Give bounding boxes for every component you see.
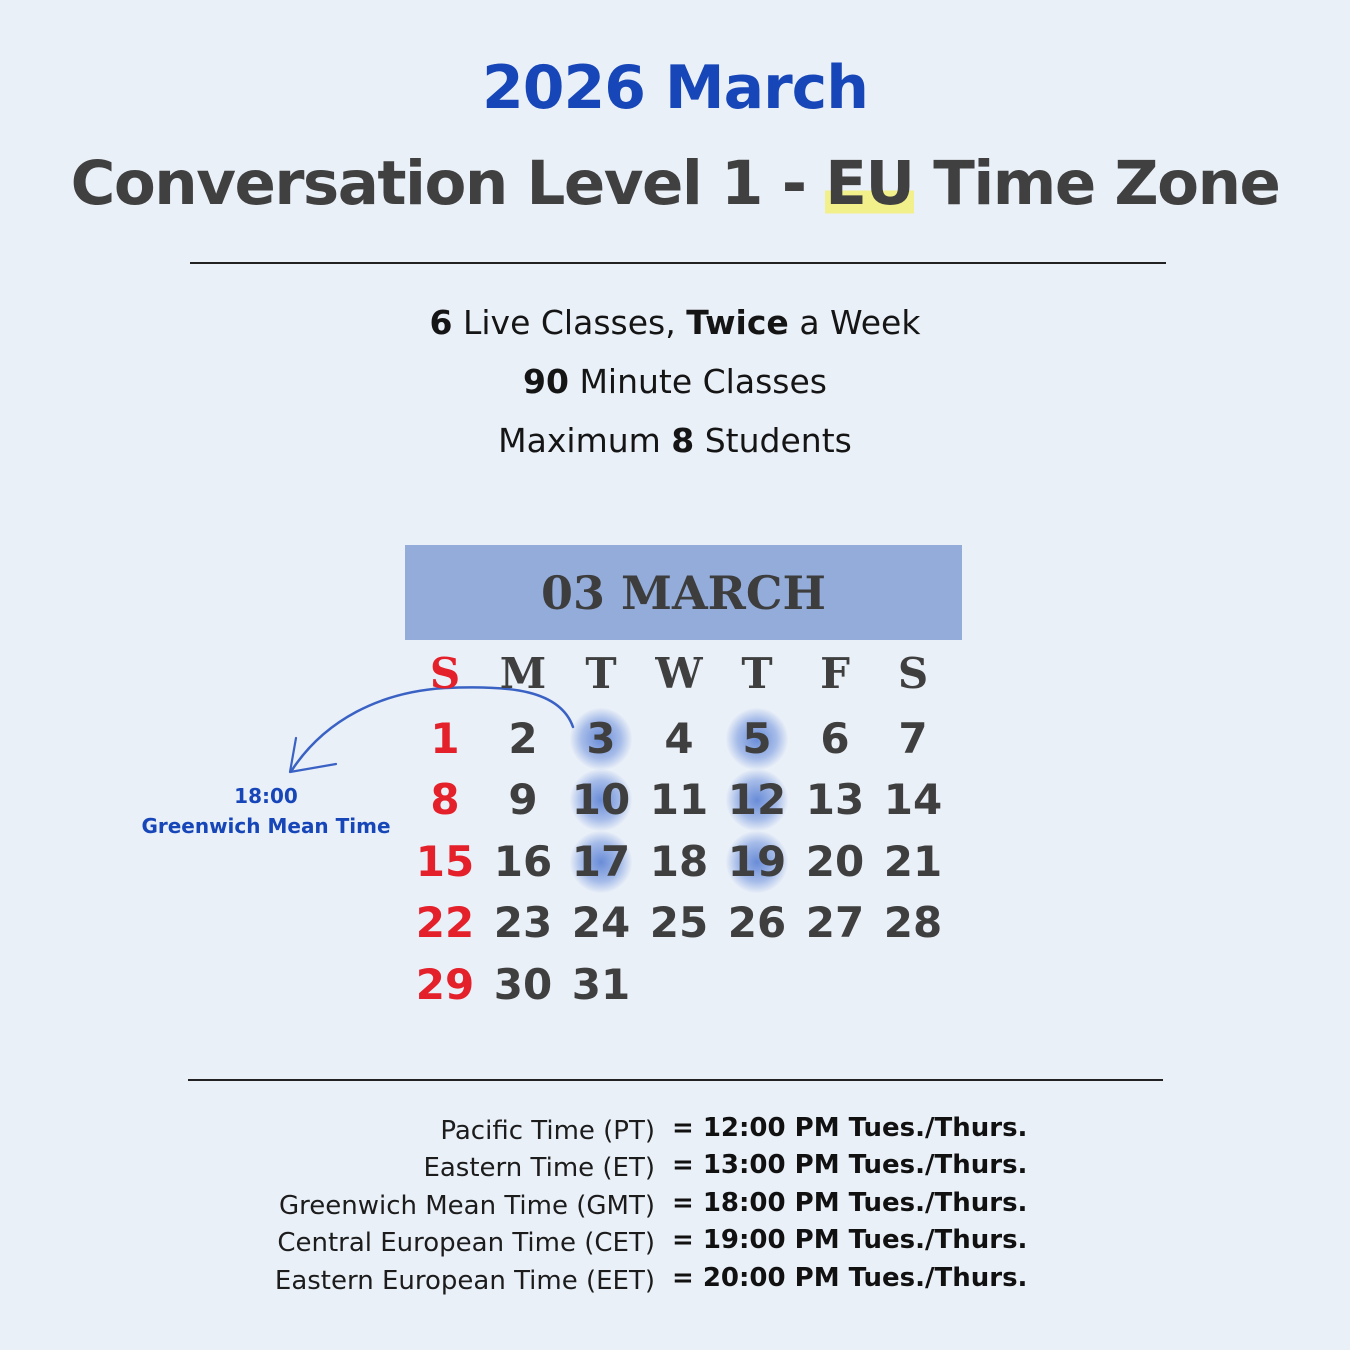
day-number: 21 (883, 837, 943, 886)
calendar-day (796, 836, 874, 888)
calendar-day (406, 959, 484, 1011)
title-suffix: Time Zone (913, 148, 1280, 219)
calendar-header: 03 MARCH (405, 545, 962, 640)
calendar-day-class (718, 713, 796, 765)
feature-student-count: 8 (671, 421, 695, 460)
calendar-day (484, 959, 562, 1011)
calendar-day (796, 897, 874, 949)
day-number: 7 (898, 714, 928, 763)
day-number: 3 (586, 714, 616, 763)
annotation-zone: Greenwich Mean Time (141, 814, 391, 838)
day-number: 29 (415, 960, 475, 1009)
day-number: 6 (820, 714, 850, 763)
day-number: 2 (508, 714, 538, 763)
day-number: 28 (883, 898, 943, 947)
day-number: 13 (805, 775, 865, 824)
day-number: 4 (664, 714, 694, 763)
title-highlight-eu: EU (825, 148, 914, 219)
day-number: 5 (742, 714, 772, 763)
calendar-day (406, 836, 484, 888)
feature-text: a Week (788, 303, 921, 342)
feature-text: Maximum (498, 421, 672, 460)
calendar-day-class (562, 774, 640, 826)
calendar-day-class (718, 836, 796, 888)
timezone-value: = 18:00 PM Tues./Thurs. (672, 1188, 1028, 1218)
day-number: 24 (571, 898, 631, 947)
feature-text: Minute Classes (568, 362, 827, 401)
day-number: 25 (649, 898, 709, 947)
day-number: 18 (649, 837, 709, 886)
timezone-value: = 12:00 PM Tues./Thurs. (672, 1113, 1028, 1143)
day-number: 1 (430, 714, 460, 763)
feature-minutes: 90 (523, 362, 569, 401)
day-number: 8 (430, 775, 460, 824)
calendar-day (484, 713, 562, 765)
calendar-day (718, 897, 796, 949)
day-number: 14 (883, 775, 943, 824)
calendar-day (406, 713, 484, 765)
timezone-label: Eastern European Time (EET) (274, 1266, 655, 1296)
weekday-header: S (897, 649, 929, 698)
day-number: 19 (727, 837, 787, 886)
annotation-time: 18:00 (234, 784, 298, 808)
calendar-day (640, 774, 718, 826)
day-number: 30 (493, 960, 553, 1009)
day-number: 16 (493, 837, 553, 886)
calendar-day (640, 713, 718, 765)
timezone-value: = 20:00 PM Tues./Thurs. (672, 1263, 1028, 1293)
calendar-day (796, 713, 874, 765)
day-number: 9 (508, 775, 538, 824)
weekday-header: W (655, 649, 703, 698)
day-number: 22 (415, 898, 475, 947)
title-year-month: 2026 March (482, 53, 868, 123)
day-number: 26 (727, 898, 787, 947)
calendar-day (640, 836, 718, 888)
day-number: 10 (571, 775, 631, 824)
day-number: 23 (493, 898, 553, 947)
day-number: 11 (649, 775, 709, 824)
feature-frequency: Twice (686, 303, 789, 342)
calendar-day (562, 959, 640, 1011)
timezone-value: = 13:00 PM Tues./Thurs. (672, 1150, 1028, 1180)
day-number: 31 (571, 960, 631, 1009)
timezone-label: Pacific Time (PT) (440, 1116, 655, 1146)
calendar-day (484, 836, 562, 888)
calendar-day (406, 897, 484, 949)
calendar-day-class (562, 836, 640, 888)
calendar-day-class (718, 774, 796, 826)
feature-text: Live Classes, (452, 303, 687, 342)
calendar-day (484, 774, 562, 826)
calendar-day (874, 897, 952, 949)
weekday-header: T (741, 649, 773, 698)
feature-count: 6 (429, 303, 453, 342)
weekday-header: S (429, 649, 461, 698)
calendar-day (874, 713, 952, 765)
feature-text: Students (694, 421, 852, 460)
timezone-label: Greenwich Mean Time (GMT) (278, 1191, 655, 1221)
timezone-value: = 19:00 PM Tues./Thurs. (672, 1225, 1028, 1255)
calendar-day (484, 897, 562, 949)
calendar-day (640, 897, 718, 949)
calendar-day (796, 774, 874, 826)
day-number: 17 (571, 837, 631, 886)
title-prefix: Conversation Level 1 - (70, 148, 826, 219)
calendar-day-class (562, 713, 640, 765)
weekday-header: F (820, 649, 850, 698)
timezone-label: Central European Time (CET) (277, 1228, 655, 1258)
day-number: 27 (805, 898, 865, 947)
calendar-day (874, 836, 952, 888)
day-number: 15 (415, 837, 475, 886)
calendar-day (874, 774, 952, 826)
calendar-day (562, 897, 640, 949)
weekday-header: M (499, 649, 547, 698)
day-number: 12 (727, 775, 787, 824)
weekday-header: T (585, 649, 617, 698)
timezone-label: Eastern Time (ET) (423, 1153, 655, 1183)
calendar-day (406, 774, 484, 826)
day-number: 20 (805, 837, 865, 886)
